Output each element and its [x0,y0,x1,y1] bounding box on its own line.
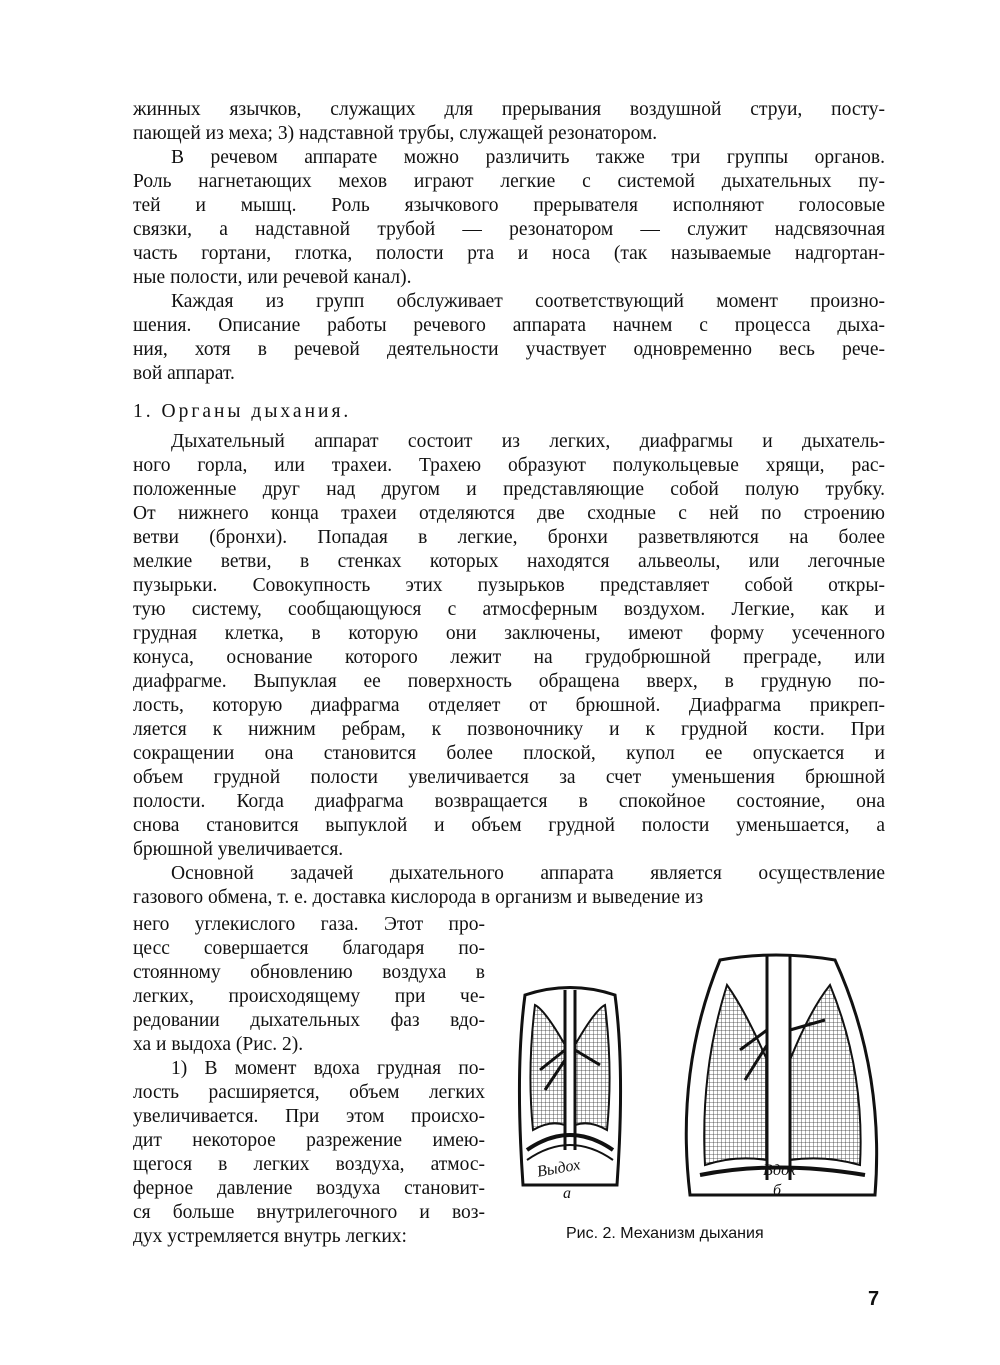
figure-letter-b: б [773,1182,782,1199]
text-line: диафрагме. Выпуклая ее поверхность обращена вверх, в грудную по- [133,671,885,692]
text-line: грудная клетка, в которую они заключены, имеют форму усеченного [133,623,885,644]
text-line: Дыхательный аппарат состоит из легких, диафрагмы и дыхатель- [171,431,885,452]
text-line: 1) В момент вдоха грудная по- [171,1058,485,1079]
text-line: брюшной увеличивается. [133,839,344,860]
lungs-diagram-illustration [505,950,895,1220]
text-line: него углекислого газа. Этот про- [133,914,485,935]
text-line: цесс совершается благодаря по- [133,938,485,959]
text-line: щегося в легких воздуха, атмос- [133,1154,485,1175]
text-line: дит некоторое разрежение имею- [133,1130,485,1151]
text-line: конуса, основание которого лежит на грудобрюшной преграде, или [133,647,885,668]
inhale-diagram [686,955,876,1195]
text-line: газового обмена, т. е. доставка кислорода в организм и выведение из [133,887,704,908]
text-line: связки, а надставной трубой — резонатором — служит надсвязочная [133,219,885,240]
text-line: шения. Описание работы речевого аппарата начнем с процесса дыха- [133,315,885,336]
text-line: ся больше внутрилегочного и воз- [133,1202,485,1223]
text-line: сокращении она становится более плоской, купол ее опускается и [133,743,885,764]
text-line: увеличивается. При этом происхо- [133,1106,485,1127]
text-line: лость расширяется, объем легких [133,1082,485,1103]
text-line: вой аппарат. [133,363,235,384]
text-line: часть гортани, глотка, полости рта и носа (так называемые надгортан- [133,243,885,264]
text-line: полости. Когда диафрагма возвращается в спокойное состояние, она [133,791,885,812]
text-line: положенные друг над другом и представляющие собой полую трубку. [133,479,885,500]
text-line: ния, хотя в речевой деятельности участвует одновременно весь рече- [133,339,885,360]
narrow-text-column [133,913,485,1249]
text-line: лость, которую диафрагма отделяет от брюшной. Диафрагма прикреп- [133,695,885,716]
exhale-diagram [519,988,620,1186]
figure-label-inhale: Вдох [763,1162,796,1179]
figure-label-exhale: Выдох [535,1156,582,1181]
text-line: тую систему, сообщающуюся с атмосферным воздухом. Легкие, как и [133,599,885,620]
text-line: От нижнего конца трахеи отделяются две сходные с ней по строению [133,503,885,524]
text-line: тей и мышц. Роль язычкового прерывателя исполняют голосовые [133,195,885,216]
text-line: Роль нагнетающих мехов играют легкие с системой дыхательных пу- [133,171,885,192]
text-line: ные полости, или речевой канал). [133,267,412,288]
text-line: ляется к нижним ребрам, к позвоночнику и к грудной кости. При [133,719,885,740]
text-line: ха и выдоха (Рис. 2). [133,1034,304,1055]
page-number: 7 [868,1288,880,1310]
text-line: дух устремляется внутрь легких: [133,1226,407,1247]
text-line: легких, происходящему при че- [133,986,485,1007]
text-line: ветви (бронхи). Попадая в легкие, бронхи разветвляются на более [133,527,885,548]
text-line: редовании дыхательных фаз вдо- [133,1010,485,1031]
section-heading: 1. Органы дыхания. [133,401,352,422]
text-line: стоянному обновлению воздуха в [133,962,485,983]
text-line: Каждая из групп обслуживает соответствующий момент произно- [171,291,885,312]
figure-letter-a: а [563,1185,571,1202]
text-line: снова становится выпуклой и объем грудной полости уменьшается, а [133,815,885,836]
text-line: жинных язычков, служащих для прерывания воздушной струи, посту- [133,99,885,120]
text-line: мелкие ветви, в стенках которых находятся альвеолы, или легочные [133,551,885,572]
figure-caption: Рис. 2. Механизм дыхания [566,1225,764,1242]
main-text-column [133,98,885,910]
text-line: ферное давление воздуха становит- [133,1178,485,1199]
text-line: ного горла, или трахеи. Трахею образуют полукольцевые хрящи, рас- [133,455,885,476]
text-line: Основной задачей дыхательного аппарата является осуществление [171,863,885,884]
text-line: пающей из меха; 3) надставной трубы, служащей резонатором. [133,123,658,144]
breathing-mechanism-figure [505,950,895,1220]
text-line: пузырьки. Совокупность этих пузырьков представляет собой откры- [133,575,885,596]
text-line: В речевом аппарате можно различить также три группы органов. [171,147,885,168]
text-line: объем грудной полости увеличивается за счет уменьшения брюшной [133,767,885,788]
